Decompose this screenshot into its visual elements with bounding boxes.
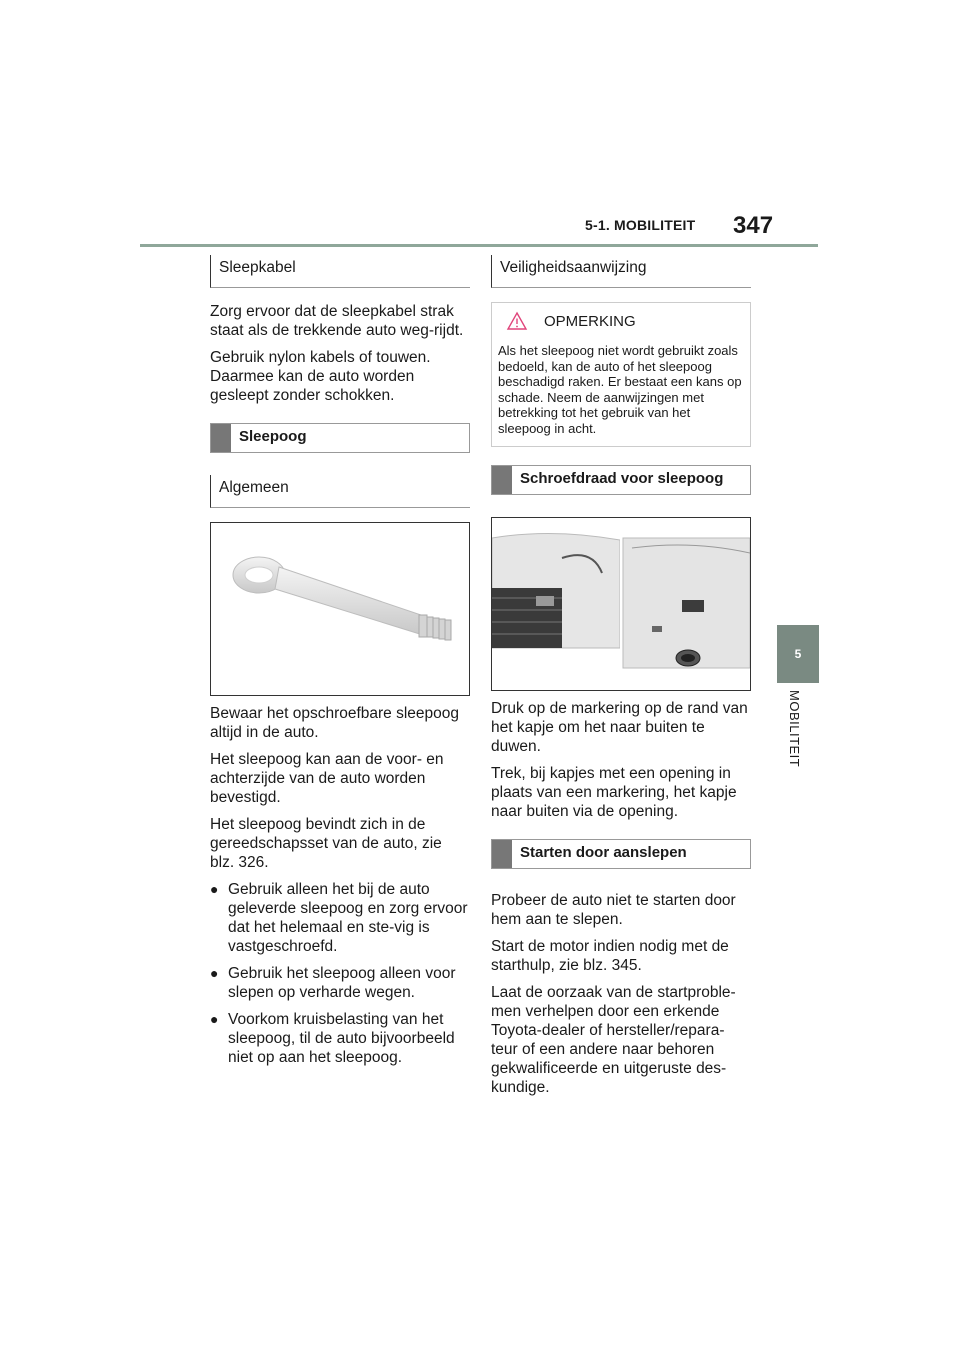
heading-bar (211, 424, 231, 452)
subheading-sleepkabel: Sleepkabel (210, 255, 470, 288)
section-heading-schroefdraad (491, 465, 751, 495)
subheading-algemeen: Algemeen (210, 475, 470, 508)
paragraph: Zorg ervoor dat de sleepkabel strak staat als de trekkende auto weg-rijdt. (210, 303, 464, 339)
section-title: 5-1. MOBILITEIT (585, 217, 696, 233)
warning-triangle-icon (506, 311, 528, 331)
notice-header (498, 311, 744, 331)
right-column (491, 255, 751, 1105)
section-heading-text: Sleepoog (239, 428, 307, 445)
bullet-list (210, 880, 470, 1067)
list-item: ● Gebruik het sleepoog alleen voor slepen op verharde wegen. (210, 964, 470, 1002)
subheading-veiligheid: Veiligheidsaanwijzing (491, 255, 751, 288)
paragraph: Het sleepoog kan aan de voor- en achterzijde van de auto worden bevestigd. (210, 751, 444, 806)
paragraph: Trek, bij kapjes met een opening in plaats van een markering, het kapje naar buiten via de opening. (491, 765, 737, 820)
paragraph: Laat de oorzaak van de startproble-men verhelpen door een erkende Toyota-dealer of hersteller/repara-teur of een andere naar behoren gekwalificeerde en uitgeruste des-kundige. (491, 984, 736, 1096)
section-heading-text: Starten door aanslepen (520, 844, 687, 861)
paragraph: Probeer de auto niet te starten door hem aan te slepen. (491, 892, 736, 928)
list-item: ● Gebruik alleen het bij de auto geleverde sleepoog en zorg ervoor dat het helemaal en ste-vig is vastgeschroefd. (210, 880, 470, 956)
chapter-label: MOBILITEIT (787, 690, 802, 768)
notice-body: Als het sleepoog niet wordt gebruikt zoals bedoeld, kan de auto of het sleepoog beschadigd raken. Er bestaat een kans op schade. Neem de aanwijzingen met betrekking tot het gebruik van het sleepoog in acht. (498, 343, 742, 436)
chapter-number: 5 (794, 647, 802, 661)
section-heading-sleepoog (210, 423, 470, 453)
paragraph: Gebruik nylon kabels of touwen. Daarmee kan de auto worden gesleept zonder schokken. (210, 349, 431, 404)
heading-bar (492, 840, 512, 868)
tow-hook-drawing (211, 523, 469, 695)
paragraph: Druk op de markering op de rand van het kapje om het naar buiten te duwen. (491, 700, 748, 755)
heading-bar (492, 466, 512, 494)
section-heading-aanslepen (491, 839, 751, 869)
list-item: ● Voorkom kruisbelasting van het sleepoog, til de auto bijvoorbeeld niet op aan het sleepoog. (210, 1010, 470, 1067)
chapter-tab[interactable] (777, 625, 819, 683)
header-divider (140, 244, 818, 247)
section-heading-text: Schroefdraad voor sleepoog (520, 470, 724, 487)
left-column (210, 255, 470, 1075)
paragraph: Bewaar het opschroefbare sleepoog altijd in de auto. (210, 705, 460, 741)
page-number: 347 (733, 212, 774, 239)
paragraph: Start de motor indien nodig met de starthulp, zie blz. 345. (491, 938, 729, 974)
bumper-cover-photo (491, 517, 751, 691)
notice-box (491, 302, 751, 447)
paragraph: Het sleepoog bevindt zich in de gereedschapsset van de auto, zie blz. 326. (210, 816, 442, 871)
tow-hook-illustration (210, 522, 470, 696)
bumper-drawing (492, 518, 750, 690)
notice-title: OPMERKING (544, 312, 636, 330)
